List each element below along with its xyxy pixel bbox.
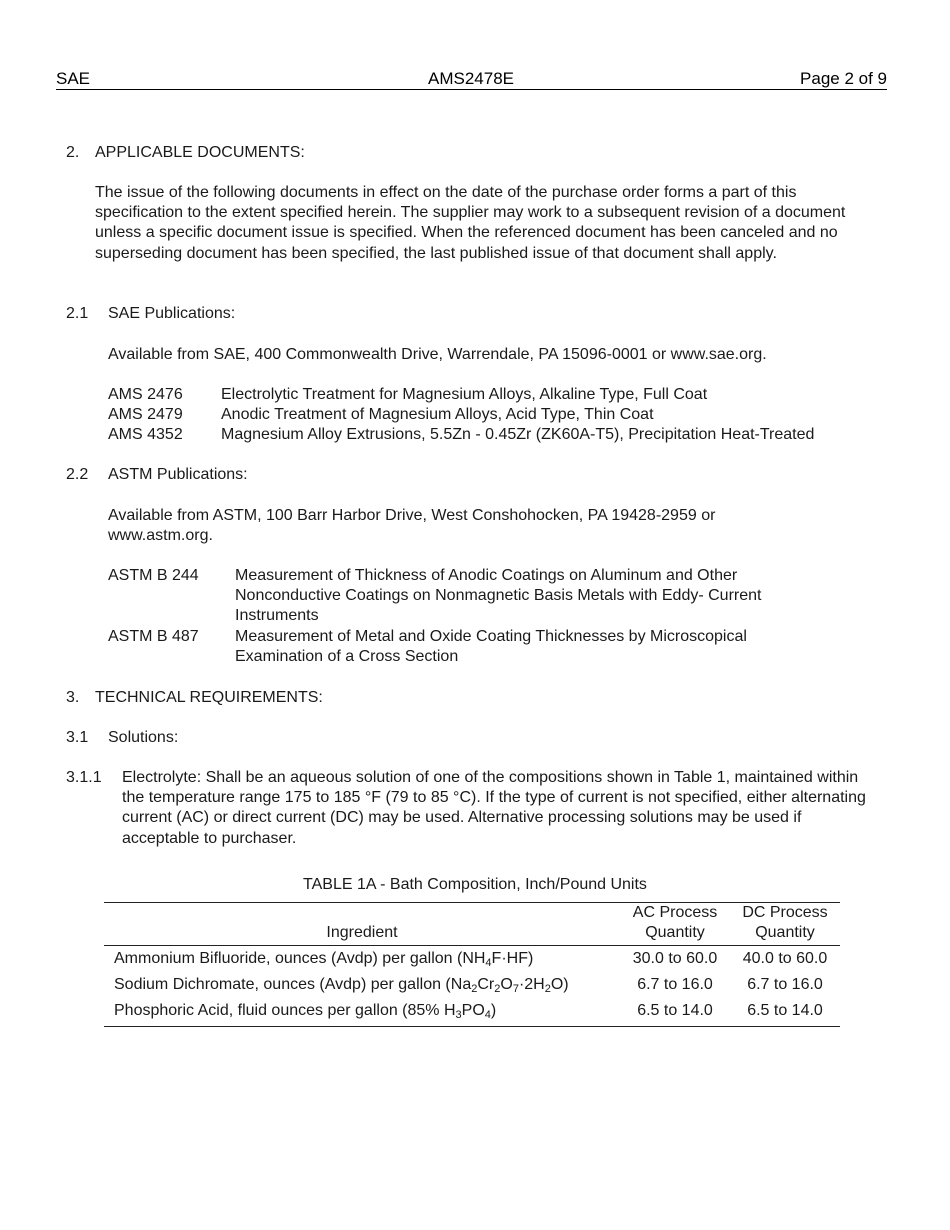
reference-title: Magnesium Alloy Extrusions, 5.5Zn - 0.45Zr (ZK60A-T5), Precipitation Heat-Treated <box>221 426 815 443</box>
section-2-1-number: 2.1 <box>66 305 89 322</box>
section-3-1-1-body: Electrolyte: Shall be an aqueous solution of one of the compositions shown in Table 1, maintained within the temperature range 175 to 185 °F (79 to 85 °C). If the type of current is not specified, either alternating current (AC) or direct current (DC) may be used. Alternative processing solutions may be used if acceptable to purchaser. <box>122 769 866 847</box>
ingredient-cell: Ammonium Bifluoride, ounces (Avdp) per gallon $(NH_4F\cdot HF)$ <box>114 950 534 969</box>
header-dc-line1: DC Process <box>742 904 828 921</box>
table-row <box>104 998 840 1024</box>
reference-code: ASTM B 487 <box>108 628 199 645</box>
dc-quantity-cell: 6.5 to 14.0 <box>747 1002 823 1019</box>
reference-title: Anodic Treatment of Magnesium Alloys, Acid Type, Thin Coat <box>221 406 654 423</box>
section-2-2-title: ASTM Publications: <box>108 466 248 483</box>
section-2-number: 2. <box>66 144 80 161</box>
dc-quantity-cell: 6.7 to 16.0 <box>747 976 823 993</box>
header-dc-quantity <box>730 903 840 943</box>
astm-availability: Available from ASTM, 100 Barr Harbor Drive, West Conshohocken, PA 19428-2959 or www.astm.org. <box>108 507 716 545</box>
header-doc-number: AMS2478E <box>428 69 514 88</box>
table-title: TABLE 1A - Bath Composition, Inch/Pound Units <box>303 876 647 893</box>
table-row <box>104 946 840 972</box>
ac-quantity-cell: 6.7 to 16.0 <box>637 976 713 993</box>
reference-row <box>108 425 814 445</box>
reference-title: Electrolytic Treatment for Magnesium Alloys, Alkaline Type, Full Coat <box>221 386 708 403</box>
section-2-2-number: 2.2 <box>66 466 89 483</box>
section-2-title: APPLICABLE DOCUMENTS: <box>95 144 305 161</box>
reference-code: ASTM B 244 <box>108 567 199 584</box>
header-ac-line2: Quantity <box>645 924 705 941</box>
reference-row <box>108 385 707 405</box>
reference-title: Measurement of Thickness of Anodic Coatings on Aluminum and Other Nonconductive Coatings on Nonmagnetic Basis Metals with Eddy- Current Instruments <box>235 567 762 625</box>
section-3-title: TECHNICAL REQUIREMENTS: <box>95 689 323 706</box>
reference-title: Measurement of Metal and Oxide Coating Thicknesses by Microscopical Examination of a Cross Section <box>235 628 747 666</box>
section-3-1-title: Solutions: <box>108 729 179 746</box>
section-3-number: 3. <box>66 689 80 706</box>
ac-quantity-cell: 6.5 to 14.0 <box>637 1002 713 1019</box>
table-header <box>104 903 840 946</box>
section-2-1-title: SAE Publications: <box>108 305 236 322</box>
reference-code: AMS 2479 <box>108 406 183 423</box>
reference-code: AMS 4352 <box>108 426 183 443</box>
section-3-1-number: 3.1 <box>66 729 89 746</box>
dc-quantity-cell: 40.0 to 60.0 <box>742 950 828 967</box>
ingredient-cell: Phosphoric Acid, fluid ounces per gallon (85% $H_3PO_4$) <box>114 1002 497 1021</box>
bath-composition-table <box>104 902 840 1027</box>
header-org: SAE <box>56 69 91 88</box>
header-dc-line2: Quantity <box>755 924 815 941</box>
section-3-1-1-number: 3.1.1 <box>66 769 102 786</box>
sae-availability: Available from SAE, 400 Commonwealth Drive, Warrendale, PA 15096-0001 or www.sae.org. <box>108 346 767 363</box>
page-header <box>56 69 887 90</box>
header-ingredient: Ingredient <box>326 924 398 941</box>
reference-row <box>108 405 654 425</box>
header-ac-line1: AC Process <box>632 904 718 921</box>
reference-code: AMS 2476 <box>108 386 183 403</box>
ingredient-cell: Sodium Dichromate, ounces (Avdp) per gallon $(Na_2Cr_2O_7\cdot 2H_2O)$ <box>114 976 569 995</box>
table-row <box>104 972 840 998</box>
header-page-number: Page 2 of 9 <box>800 69 887 88</box>
ac-quantity-cell: 30.0 to 60.0 <box>632 950 718 967</box>
table-body <box>104 946 840 1026</box>
header-ac-quantity <box>620 903 730 943</box>
section-2-body: The issue of the following documents in effect on the date of the purchase order forms a part of this specification to the extent specified herein. The supplier may work to a subsequent revision of a document unless a specific document issue is specified. When the referenced document has been canceled and no superseding document has been specified, the last published issue of that document shall apply. <box>95 184 846 262</box>
